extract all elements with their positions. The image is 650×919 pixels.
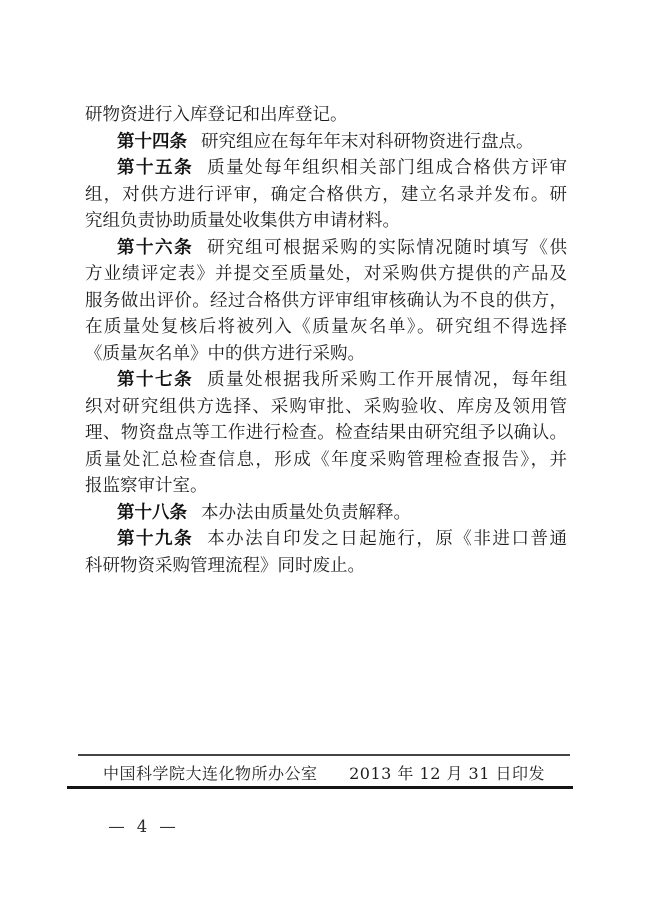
body-line-text: 质量处根据我所采购工作开展情况，每年组 xyxy=(207,370,568,390)
body-line-text: 质量处每年组织相关部门组成合格供方评审 xyxy=(207,158,568,178)
body-line-text: 《质量灰名单》中的供方进行采购。 xyxy=(85,343,365,364)
page-footer xyxy=(103,761,545,784)
body-line xyxy=(85,526,567,553)
body-line-text: 研究组可根据采购的实际情况随时填写《供 xyxy=(207,237,568,258)
body-line-text: 质量处汇总检查信息，形成《年度采购管理检查报告》，并 xyxy=(85,449,567,470)
body-line-text: 组，对供方进行评审，确定合格供方，建立名录并发布。研 xyxy=(85,184,567,205)
body-line-text: 本办法自印发之日起施行，原《非进口普通 xyxy=(207,529,568,549)
article-head: 第十八条 xyxy=(117,502,187,523)
body-line xyxy=(85,367,567,394)
body-line xyxy=(85,420,567,447)
footer-print-date: 2013 年 12 月 31 日印发 xyxy=(349,764,545,783)
article-head: 第十九条 xyxy=(117,529,194,549)
page-number-left-dash: — xyxy=(108,816,125,836)
body-line xyxy=(85,473,567,500)
body-line-text: 理、物资盘点等工作进行检查。检查结果由研究组予以确认。 xyxy=(85,423,567,443)
body-line xyxy=(85,129,567,156)
article-head: 第十六条 xyxy=(117,237,194,258)
body-line xyxy=(85,235,567,262)
body-line xyxy=(85,553,567,580)
page-number-value: 4 xyxy=(136,816,148,836)
body-line xyxy=(85,500,567,527)
body-line xyxy=(85,341,567,368)
body-line-text: 研究组应在每年年末对科研物资进行盘点。 xyxy=(201,131,534,152)
body-line-text: 究组负责协助质量处收集供方申请材料。 xyxy=(85,211,400,231)
body-line-text: 研物资进行入库登记和出库登记。 xyxy=(85,105,348,125)
body-line xyxy=(85,447,567,474)
body-line xyxy=(85,261,567,288)
body-line-text: 报监察审计室。 xyxy=(85,476,208,496)
footer-rule-bottom xyxy=(67,786,573,789)
body-line-text: 方业绩评定表》并提交至质量处，对采购供方提供的产品及 xyxy=(85,264,567,284)
body-line xyxy=(85,288,567,315)
body-line xyxy=(85,102,567,129)
article-head: 第十五条 xyxy=(117,158,194,178)
body-line xyxy=(85,208,567,235)
document-body xyxy=(85,102,567,579)
footer-issuer: 中国科学院大连化物所办公室 xyxy=(103,764,318,783)
footer-rule-top xyxy=(78,754,570,756)
body-line xyxy=(85,314,567,341)
article-head: 第十四条 xyxy=(117,131,187,152)
article-head: 第十七条 xyxy=(117,370,194,390)
body-line xyxy=(85,394,567,421)
body-line-text: 科研物资采购管理流程》同时废止。 xyxy=(85,555,365,576)
body-line-text: 织对研究组供方选择、采购审批、采购验收、库房及领用管 xyxy=(85,396,567,417)
body-line xyxy=(85,155,567,182)
body-line-text: 在质量处复核后将被列入《质量灰名单》。研究组不得选择 xyxy=(85,317,567,337)
body-line xyxy=(85,182,567,209)
page-number-right-dash: — xyxy=(159,816,176,836)
body-line-text: 本办法由质量处负责解释。 xyxy=(201,502,411,523)
page-number xyxy=(92,814,192,838)
body-line-text: 服务做出评价。经过合格供方评审组审核确认为不良的供方， xyxy=(85,290,567,311)
